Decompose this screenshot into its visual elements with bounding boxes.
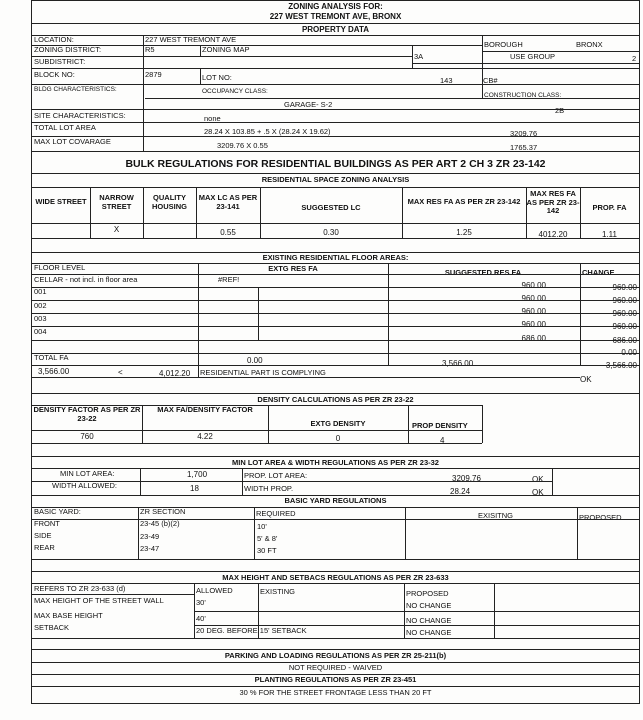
- zoning-district-value: R5: [145, 45, 155, 54]
- floor-row-level: 001: [34, 287, 47, 296]
- zoning-district-label: ZONING DISTRICT:: [34, 45, 102, 54]
- width-allowed-label: WIDTH ALLOWED:: [52, 481, 118, 490]
- density-header-extg: EXTG DENSITY: [310, 419, 366, 428]
- borough-value: BRONX: [576, 40, 603, 49]
- width-allowed-value: 18: [190, 484, 199, 493]
- total-fa-suggested: 3,566.00: [442, 359, 474, 368]
- prop-lot-area-value: 3209.76: [452, 474, 481, 483]
- bldg-characteristics-label: BLDG CHARACTERISTICS:: [34, 86, 117, 93]
- yard-row-name: REAR: [34, 543, 55, 552]
- construction-class-label: CONSTRUCTION CLASS:: [484, 92, 562, 99]
- planting-title: PLANTING REGULATIONS AS PER ZR 23-451: [254, 675, 417, 684]
- total-lot-area-value: 3209.76: [510, 129, 538, 138]
- yard-row-required: 10': [257, 522, 267, 531]
- height-row-allowed: 40': [196, 614, 206, 623]
- max-lot-coverage-label: MAX LOT COVARAGE: [34, 137, 111, 146]
- yard-row-section: 23-45 (b)(2): [140, 519, 180, 528]
- property-data-heading: PROPERTY DATA: [301, 25, 370, 34]
- use-group-value: 2: [632, 54, 637, 63]
- cb-label: CB#: [483, 76, 498, 85]
- occupancy-class-label: OCCUPANCY CLASS:: [202, 88, 268, 95]
- bulk-header-max-res-fa: MAX RES FA AS PER ZR 23-142: [407, 197, 521, 206]
- suggested-res-fa-header: SUGGESTED RES FA: [444, 268, 522, 277]
- floor-row-level: 002: [34, 301, 47, 310]
- bulk-header-quality-housing: QUALITY HOUSING: [151, 193, 187, 211]
- compare-total-fa: 3,566.00: [38, 367, 70, 376]
- compliance-ok: OK: [580, 375, 592, 384]
- floor-areas-title: EXISTING RESIDENTIAL FLOOR AREAS:: [262, 253, 409, 262]
- bulk-value-narrow-street: X: [113, 225, 120, 234]
- floor-row-extg: #REF!: [218, 275, 240, 284]
- zoning-analysis-sheet: [31, 0, 640, 704]
- bulk-value-prop-fa: 1.11: [602, 230, 617, 239]
- height-row-label: MAX BASE HEIGHT: [34, 611, 103, 620]
- lot-value: 143: [440, 76, 453, 85]
- total-fa-change: 3,566.00: [605, 361, 637, 370]
- bulk-header-max-lc: MAX LC AS PER 23-141: [198, 193, 258, 211]
- floor-row-suggested: 960.00: [521, 307, 546, 316]
- width-prop-label: WIDTH PROP.: [244, 484, 294, 493]
- change-header: CHANGE: [582, 268, 615, 277]
- max-lot-coverage-value: 1765.37: [510, 143, 538, 152]
- bulk-value-max-lc: 0.55: [220, 228, 236, 237]
- zoning-map-value: 3A: [414, 52, 424, 61]
- borough-label: BOROUGH: [484, 40, 523, 49]
- yard-header-required: REQUIRED: [256, 509, 296, 518]
- height-row-allowed: 20 DEG. BEFORE 15' SETBACK: [196, 626, 307, 635]
- floor-row-suggested: 960.00: [521, 294, 546, 303]
- floor-row-change: 960.00: [612, 283, 637, 292]
- height-title: MAX HEIGHT AND SETBACS REGULATIONS AS PER ZR 23-633: [222, 573, 449, 582]
- total-fa-label: TOTAL FA: [34, 353, 69, 362]
- floor-row-suggested: 960.00: [521, 281, 546, 290]
- prop-lot-area-label: PROP. LOT AREA:: [244, 471, 308, 480]
- floor-row-change: 960.00: [612, 309, 637, 318]
- parking-value: NOT REQUIRED - WAIVED: [288, 663, 383, 672]
- height-row-proposed: NO CHANGE: [406, 616, 452, 625]
- bulk-value-max-res-fa-value: 4012.20: [538, 230, 568, 239]
- lot-label: LOT NO:: [202, 73, 232, 82]
- bulk-header-prop-fa: PROP. FA: [592, 203, 627, 212]
- width-prop-ok: OK: [532, 488, 544, 497]
- height-proposed-header: PROPOSED: [406, 589, 449, 598]
- use-group-label: USE GROUP: [510, 52, 556, 61]
- floor-row-level: 004: [34, 327, 47, 336]
- zoning-map-label: ZONING MAP: [202, 45, 250, 54]
- floor-row-suggested: 686.00: [521, 334, 546, 343]
- density-value-prop: 4: [440, 436, 445, 445]
- block-label: BLOCK NO:: [34, 70, 75, 79]
- yard-row-name: SIDE: [34, 531, 52, 540]
- compare-max-fa: 4,012.20: [159, 369, 191, 378]
- floor-row-level: 003: [34, 314, 47, 323]
- density-header-max-fa: MAX FA/DENSITY FACTOR: [157, 405, 253, 414]
- height-row-proposed: NO CHANGE: [406, 628, 452, 637]
- density-header-prop: PROP DENSITY: [412, 421, 468, 430]
- document-title: ZONING ANALYSIS FOR:: [288, 2, 383, 11]
- block-value: 2879: [145, 70, 162, 79]
- total-lot-area-label: TOTAL LOT AREA: [34, 123, 96, 132]
- floor-level-header: FLOOR LEVEL: [34, 263, 86, 272]
- density-value-max-fa: 4.22: [197, 432, 213, 441]
- yard-header-proposed: PROPOSED: [579, 513, 622, 522]
- width-prop-value: 28.24: [450, 487, 471, 496]
- floor-row-level: CELLAR - not incl. in floor area: [34, 275, 138, 284]
- yard-header-basic: BASIC YARD:: [34, 507, 81, 516]
- yard-row-section: 23-47: [140, 544, 160, 553]
- yard-row-name: FRONT: [34, 519, 60, 528]
- bulk-header-narrow-street: NARROW STREET: [99, 193, 134, 211]
- height-row-label: MAX HEIGHT OF THE STREET WALL: [34, 596, 164, 605]
- construction-class-value: 2B: [555, 106, 565, 115]
- occupancy-class-value: GARAGE- S-2: [284, 100, 333, 109]
- max-lot-coverage-formula: 3209.76 X 0.55: [217, 141, 268, 150]
- site-characteristics-label: SITE CHARACTERISTICS:: [34, 111, 126, 120]
- yard-row-required: 5' & 8': [257, 534, 278, 543]
- height-existing-header: EXISTING: [260, 587, 296, 596]
- compliance-statement: RESIDENTIAL PART IS COMPLYING: [200, 368, 326, 377]
- yard-row-required: 30 FT: [257, 546, 277, 555]
- extg-res-fa-header: EXTG RES FA: [268, 264, 318, 273]
- bulk-regulations-title: BULK REGULATIONS FOR RESIDENTIAL BUILDINGS AS PER ART 2 CH 3 ZR 23-142: [125, 158, 546, 170]
- bulk-header-max-res-fa-value: MAX RES FA AS PER ZR 23-142: [526, 189, 580, 216]
- floor-row-change: 960.00: [612, 296, 637, 305]
- yard-header-existing: EXISITNG: [478, 511, 514, 520]
- height-row-label: SETBACK: [34, 623, 70, 632]
- residential-space-title: RESIDENTIAL SPACE ZONING ANALYSIS: [261, 175, 410, 184]
- yard-header-section: ZR SECTION: [140, 507, 186, 516]
- document-address: 227 WEST TREMONT AVE, BRONX: [269, 12, 402, 21]
- height-allowed-header: ALLOWED: [196, 586, 233, 595]
- height-row-allowed: 30': [196, 598, 206, 607]
- yard-title: BASIC YARD REGULATIONS: [284, 496, 387, 505]
- height-row-proposed: NO CHANGE: [406, 601, 452, 610]
- subdistrict-label: SUBDISTRICT:: [34, 57, 86, 66]
- min-lot-area-value: 1,700: [187, 470, 208, 479]
- density-title: DENSITY CALCULATIONS AS PER ZR 23-22: [257, 395, 414, 404]
- height-refers: REFERS TO ZR 23-633 (d): [34, 584, 126, 593]
- density-header-factor: DENSITY FACTOR AS PER ZR 23-22: [33, 405, 141, 423]
- site-characteristics-value: none: [204, 114, 221, 123]
- bulk-header-wide-street: WIDE STREET: [35, 197, 87, 206]
- compare-operator: <: [118, 368, 123, 377]
- yard-row-section: 23-49: [140, 532, 160, 541]
- density-value-extg: 0: [335, 434, 341, 443]
- prop-lot-area-ok: OK: [532, 475, 544, 484]
- bulk-value-max-res-fa: 1.25: [456, 228, 472, 237]
- location-label: LOCATION:: [34, 35, 74, 44]
- bulk-header-suggested-lc: SUGGESTED LC: [301, 203, 361, 212]
- total-fa-extg: 0.00: [247, 356, 263, 365]
- floor-row-change: 0.00: [621, 348, 637, 357]
- floor-row-suggested: 960.00: [521, 320, 546, 329]
- parking-title: PARKING AND LOADING REGULATIONS AS PER ZR 25-211(b): [224, 651, 447, 660]
- location-value: 227 WEST TREMONT AVE: [145, 35, 237, 44]
- min-lot-title: MIN LOT AREA & WIDTH REGULATIONS AS PER ZR 23-32: [232, 458, 439, 467]
- total-lot-area-formula: 28.24 X 103.85 + .5 X (28.24 X 19.62): [204, 127, 331, 136]
- min-lot-area-label: MIN LOT AREA:: [60, 469, 115, 478]
- floor-row-change: 960.00: [612, 322, 637, 331]
- bulk-value-suggested-lc: 0.30: [323, 228, 339, 237]
- density-value-factor: 760: [80, 432, 94, 441]
- floor-row-change: 686.00: [612, 336, 637, 345]
- planting-value: 30 % FOR THE STREET FRONTAGE LESS THAN 20 FT: [239, 688, 432, 697]
